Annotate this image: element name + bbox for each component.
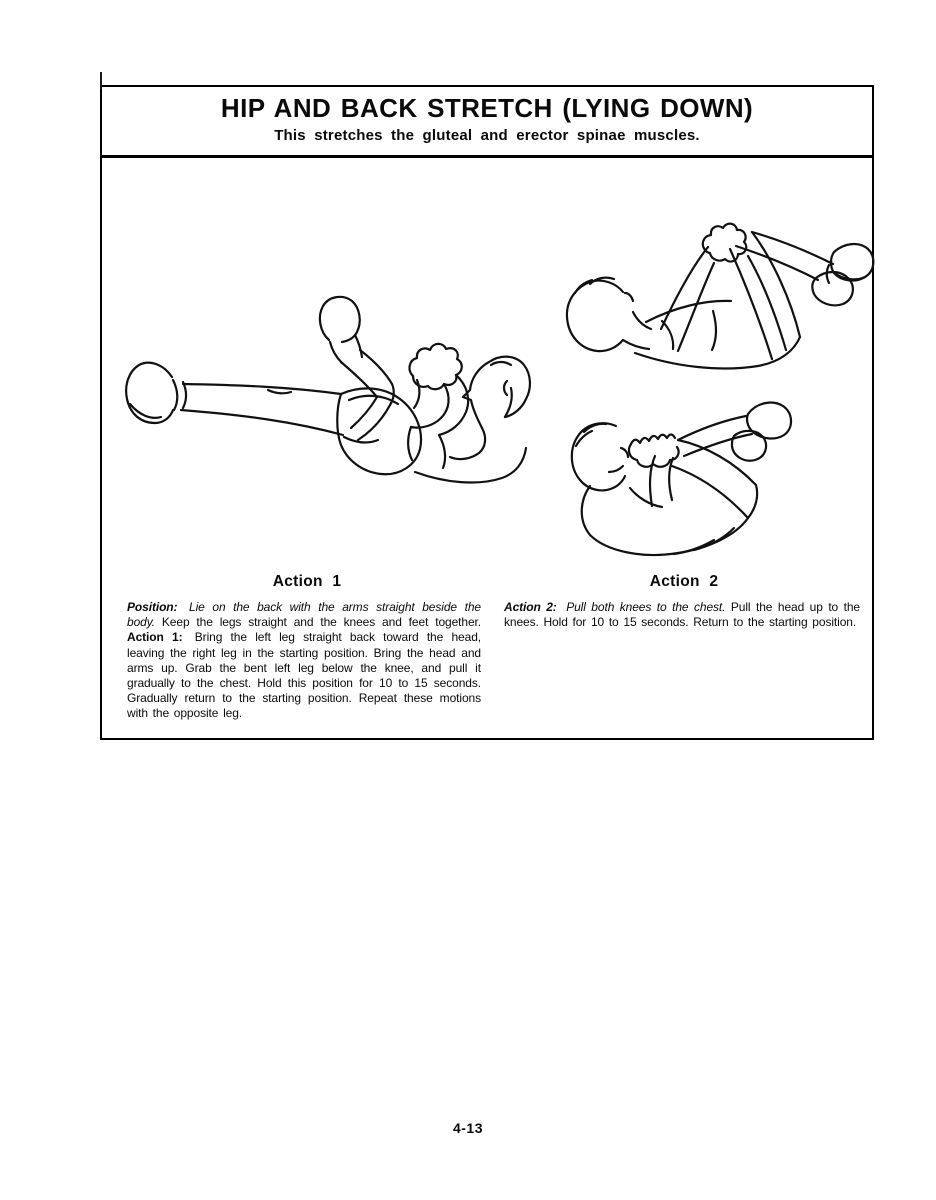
action1-paragraph: [127, 630, 481, 721]
card-header: [102, 87, 872, 158]
position-label: Position:: [127, 600, 178, 614]
action2-caption: Action 2: [649, 573, 719, 590]
exercise-subtitle: This stretches the gluteal and erector spinae muscles.: [274, 127, 700, 144]
action2-lead-sentence: Pull both knees to the chest.: [566, 600, 726, 614]
action1-illustration: [110, 287, 540, 512]
action1-body: Bring the left leg straight back toward the head, leaving the right leg in the starting position. Bring the head and arms up. Grab the bent left leg below the knee, and pull it gradually to the chest. Hold this position for 10 to 15 seconds. Gradually return to the starting position. Repeat these motions with the opposite leg.: [127, 630, 482, 721]
action2-paragraph: [504, 600, 860, 630]
action1-caption: Action 1: [272, 573, 342, 590]
exercise-title: HIP AND BACK STRETCH (LYING DOWN): [220, 93, 754, 123]
position-rest: Keep the legs straight and the knees and feet together.: [161, 615, 482, 630]
position-paragraph: [127, 600, 481, 630]
action2-instructions: [504, 600, 860, 630]
action2-step1-illustration: [545, 193, 877, 378]
action2-rest: Pull the head up to the knees. Hold for 10 to 15 seconds. Return to the starting position.: [504, 600, 861, 630]
action1-instructions: [127, 600, 481, 722]
scan-artifact-line: [100, 72, 102, 89]
page-number: 4-13: [452, 1120, 484, 1136]
action2-label: Action 2:: [504, 600, 557, 614]
action1-label: Action 1:: [127, 630, 183, 645]
action2-step2-illustration: [553, 388, 803, 563]
position-lead-sentence: Lie on the back with the arms straight beside the body.: [127, 600, 481, 630]
exercise-card: [100, 85, 874, 740]
